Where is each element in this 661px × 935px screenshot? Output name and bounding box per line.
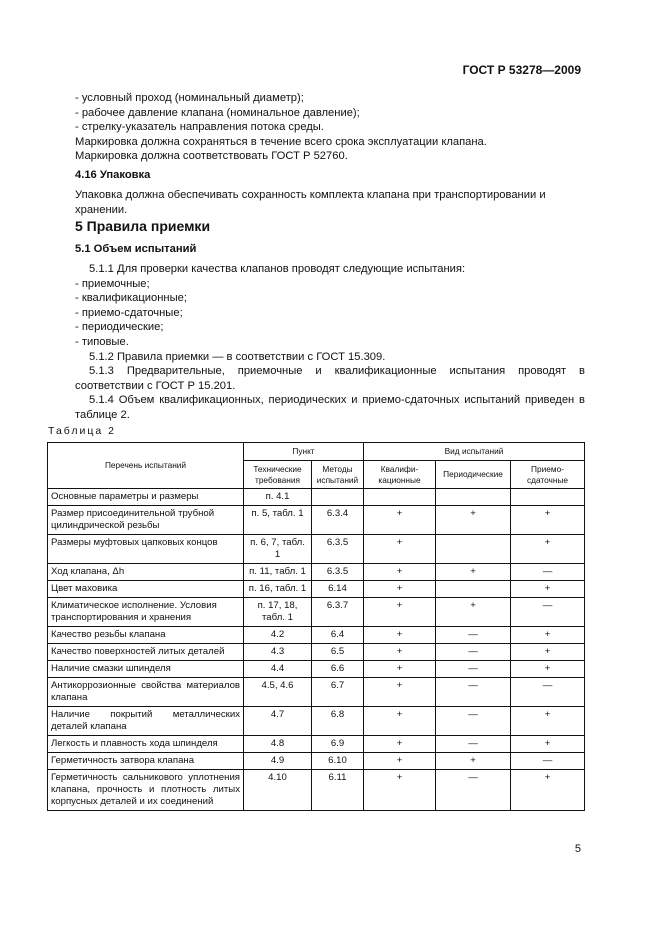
cell-tech-req: п. 17, 18, табл. 1 — [244, 598, 312, 627]
cell-method — [312, 489, 364, 506]
cell-method: 6.3.5 — [312, 535, 364, 564]
cell-method: 6.7 — [312, 678, 364, 707]
col-header-tests-list: Перечень испытаний — [48, 443, 244, 489]
cell-periodic: — — [436, 627, 511, 644]
cell-qualification: + — [364, 770, 436, 811]
cell-acceptance: + — [511, 770, 585, 811]
table-row — [48, 661, 585, 678]
section-4-16-title: 4.16 Упаковка — [75, 169, 151, 181]
col-header-acceptance: Приемо-сдаточные — [511, 461, 585, 489]
packaging-text: Упаковка должна обеспечивать сохранность комплекта клапана при транспортировании и хранении. — [75, 189, 546, 216]
cell-periodic: — — [436, 644, 511, 661]
col-header-tech-requirements: Технические требования — [244, 461, 312, 489]
cell-tech-req: п. 16, табл. 1 — [244, 581, 312, 598]
table-row — [48, 581, 585, 598]
cell-test-name: Размеры муфтовых цапковых концов — [48, 535, 244, 564]
cell-test-name: Антикоррозионные свойства материалов клапана — [48, 678, 244, 707]
test-type-item: - квалификационные; — [75, 292, 187, 305]
marking-block — [75, 91, 585, 164]
cell-periodic: — — [436, 770, 511, 811]
cell-method: 6.3.4 — [312, 506, 364, 535]
cell-periodic: + — [436, 753, 511, 770]
cell-acceptance: + — [511, 627, 585, 644]
cell-acceptance: — — [511, 678, 585, 707]
table-caption: Таблица 2 — [48, 425, 116, 437]
cell-method: 6.3.5 — [312, 564, 364, 581]
cell-acceptance: + — [511, 707, 585, 736]
cell-qualification: + — [364, 564, 436, 581]
cell-acceptance: + — [511, 506, 585, 535]
cell-periodic: — — [436, 736, 511, 753]
cell-qualification: + — [364, 598, 436, 627]
cell-qualification: + — [364, 535, 436, 564]
table-row — [48, 644, 585, 661]
cell-periodic: — — [436, 661, 511, 678]
cell-periodic: + — [436, 564, 511, 581]
cell-method: 6.14 — [312, 581, 364, 598]
page-number: 5 — [574, 843, 581, 855]
marking-item: - условный проход (номинальный диаметр); — [75, 92, 304, 104]
section-5-title: 5 Правила приемки — [75, 218, 211, 234]
test-type-item: - приемо-сдаточные; — [75, 306, 183, 319]
table-row — [48, 753, 585, 770]
cell-acceptance: + — [511, 644, 585, 661]
table-row — [48, 506, 585, 535]
cell-tech-req: 4.3 — [244, 644, 312, 661]
table-row — [48, 736, 585, 753]
cell-method: 6.8 — [312, 707, 364, 736]
cell-tech-req: п. 6, 7, табл. 1 — [244, 535, 312, 564]
cell-acceptance: + — [511, 581, 585, 598]
cell-test-name: Климатическое исполнение. Условия транспортирования и хранения — [48, 598, 244, 627]
cell-method: 6.11 — [312, 770, 364, 811]
paragraph-5-1-2: 5.1.2 Правила приемки — в соответствии с ГОСТ 15.309. — [89, 350, 386, 363]
cell-periodic — [436, 581, 511, 598]
cell-periodic: + — [436, 598, 511, 627]
cell-acceptance: + — [511, 661, 585, 678]
table-row — [48, 535, 585, 564]
cell-periodic: — — [436, 678, 511, 707]
cell-test-name: Герметичность затвора клапана — [48, 753, 244, 770]
table-row — [48, 598, 585, 627]
cell-method: 6.4 — [312, 627, 364, 644]
cell-qualification: + — [364, 753, 436, 770]
cell-acceptance — [511, 489, 585, 506]
cell-tech-req: 4.5, 4.6 — [244, 678, 312, 707]
marking-item: - рабочее давление клапана (номинальное давление); — [75, 106, 360, 119]
cell-periodic: + — [436, 506, 511, 535]
test-type-item: - периодические; — [75, 321, 164, 334]
cell-test-name: Герметичность сальникового уплотнения клапана, прочность и плотность литых корпусных деталей и их соединений — [48, 770, 244, 811]
cell-qualification — [364, 489, 436, 506]
table-row — [48, 770, 585, 811]
cell-test-name: Ход клапана, Δh — [48, 564, 244, 581]
table-row — [48, 564, 585, 581]
cell-test-name: Наличие смазки шпинделя — [48, 661, 244, 678]
cell-test-name: Наличие покрытий металлических деталей клапана — [48, 707, 244, 736]
section-4-16-text — [75, 188, 585, 217]
col-header-qualification: Квалифи-кационные — [364, 461, 436, 489]
cell-qualification: + — [364, 644, 436, 661]
paragraph-5-1-3: 5.1.3 Предварительные, приемочные и квалификационные испытания проводят в соответствии с ГОСТ Р 15.201. — [75, 365, 585, 392]
cell-qualification: + — [364, 707, 436, 736]
cell-tech-req: 4.10 — [244, 770, 312, 811]
table-row — [48, 627, 585, 644]
tests-table — [47, 442, 585, 811]
paragraph-5-1-1: 5.1.1 Для проверки качества клапанов проводят следующие испытания: — [89, 263, 466, 275]
cell-test-name: Качество резьбы клапана — [48, 627, 244, 644]
cell-tech-req: 4.4 — [244, 661, 312, 678]
paragraph-5-1-4: 5.1.4 Объем квалификационных, периодических и приемо-сдаточных испытаний приведен в таблице 2. — [75, 394, 585, 421]
cell-test-name: Легкость и плавность хода шпинделя — [48, 736, 244, 753]
cell-qualification: + — [364, 678, 436, 707]
table-row — [48, 678, 585, 707]
marking-text: Маркировка должна сохраняться в течение всего срока эксплуатации клапана. — [75, 135, 487, 148]
section-5-1-body — [75, 262, 585, 423]
cell-acceptance: — — [511, 598, 585, 627]
col-header-test-methods: Методы испытаний — [312, 461, 364, 489]
cell-periodic: — — [436, 707, 511, 736]
cell-acceptance: + — [511, 736, 585, 753]
cell-qualification: + — [364, 661, 436, 678]
cell-periodic — [436, 489, 511, 506]
cell-tech-req: 4.2 — [244, 627, 312, 644]
cell-method: 6.5 — [312, 644, 364, 661]
cell-test-name: Размер присоединительной трубной цилиндрической резьбы — [48, 506, 244, 535]
cell-qualification: + — [364, 627, 436, 644]
marking-text: Маркировка должна соответствовать ГОСТ Р 52760. — [75, 150, 348, 163]
test-type-item: - типовые. — [75, 335, 129, 348]
document-code: ГОСТ Р 53278—2009 — [462, 63, 581, 77]
cell-test-name: Качество поверхностей литых деталей — [48, 644, 244, 661]
section-5-1-title: 5.1 Объем испытаний — [75, 243, 197, 255]
col-group-test-type: Вид испытаний — [364, 443, 585, 461]
cell-test-name: Основные параметры и размеры — [48, 489, 244, 506]
cell-method: 6.3.7 — [312, 598, 364, 627]
table-row — [48, 489, 585, 506]
cell-acceptance: + — [511, 535, 585, 564]
cell-tech-req: п. 5, табл. 1 — [244, 506, 312, 535]
cell-periodic — [436, 535, 511, 564]
cell-method: 6.10 — [312, 753, 364, 770]
cell-tech-req: 4.7 — [244, 707, 312, 736]
cell-tech-req: п. 11, табл. 1 — [244, 564, 312, 581]
test-type-item: - приемочные; — [75, 277, 150, 290]
cell-tech-req: п. 4.1 — [244, 489, 312, 506]
col-group-punkt: Пункт — [244, 443, 364, 461]
cell-tech-req: 4.8 — [244, 736, 312, 753]
cell-method: 6.9 — [312, 736, 364, 753]
cell-qualification: + — [364, 581, 436, 598]
table-row — [48, 707, 585, 736]
marking-item: - стрелку-указатель направления потока среды. — [75, 121, 324, 134]
cell-qualification: + — [364, 736, 436, 753]
cell-method: 6.6 — [312, 661, 364, 678]
cell-test-name: Цвет маховика — [48, 581, 244, 598]
cell-acceptance: — — [511, 753, 585, 770]
cell-tech-req: 4.9 — [244, 753, 312, 770]
cell-qualification: + — [364, 506, 436, 535]
col-header-periodic: Периодические — [436, 461, 511, 489]
cell-acceptance: — — [511, 564, 585, 581]
